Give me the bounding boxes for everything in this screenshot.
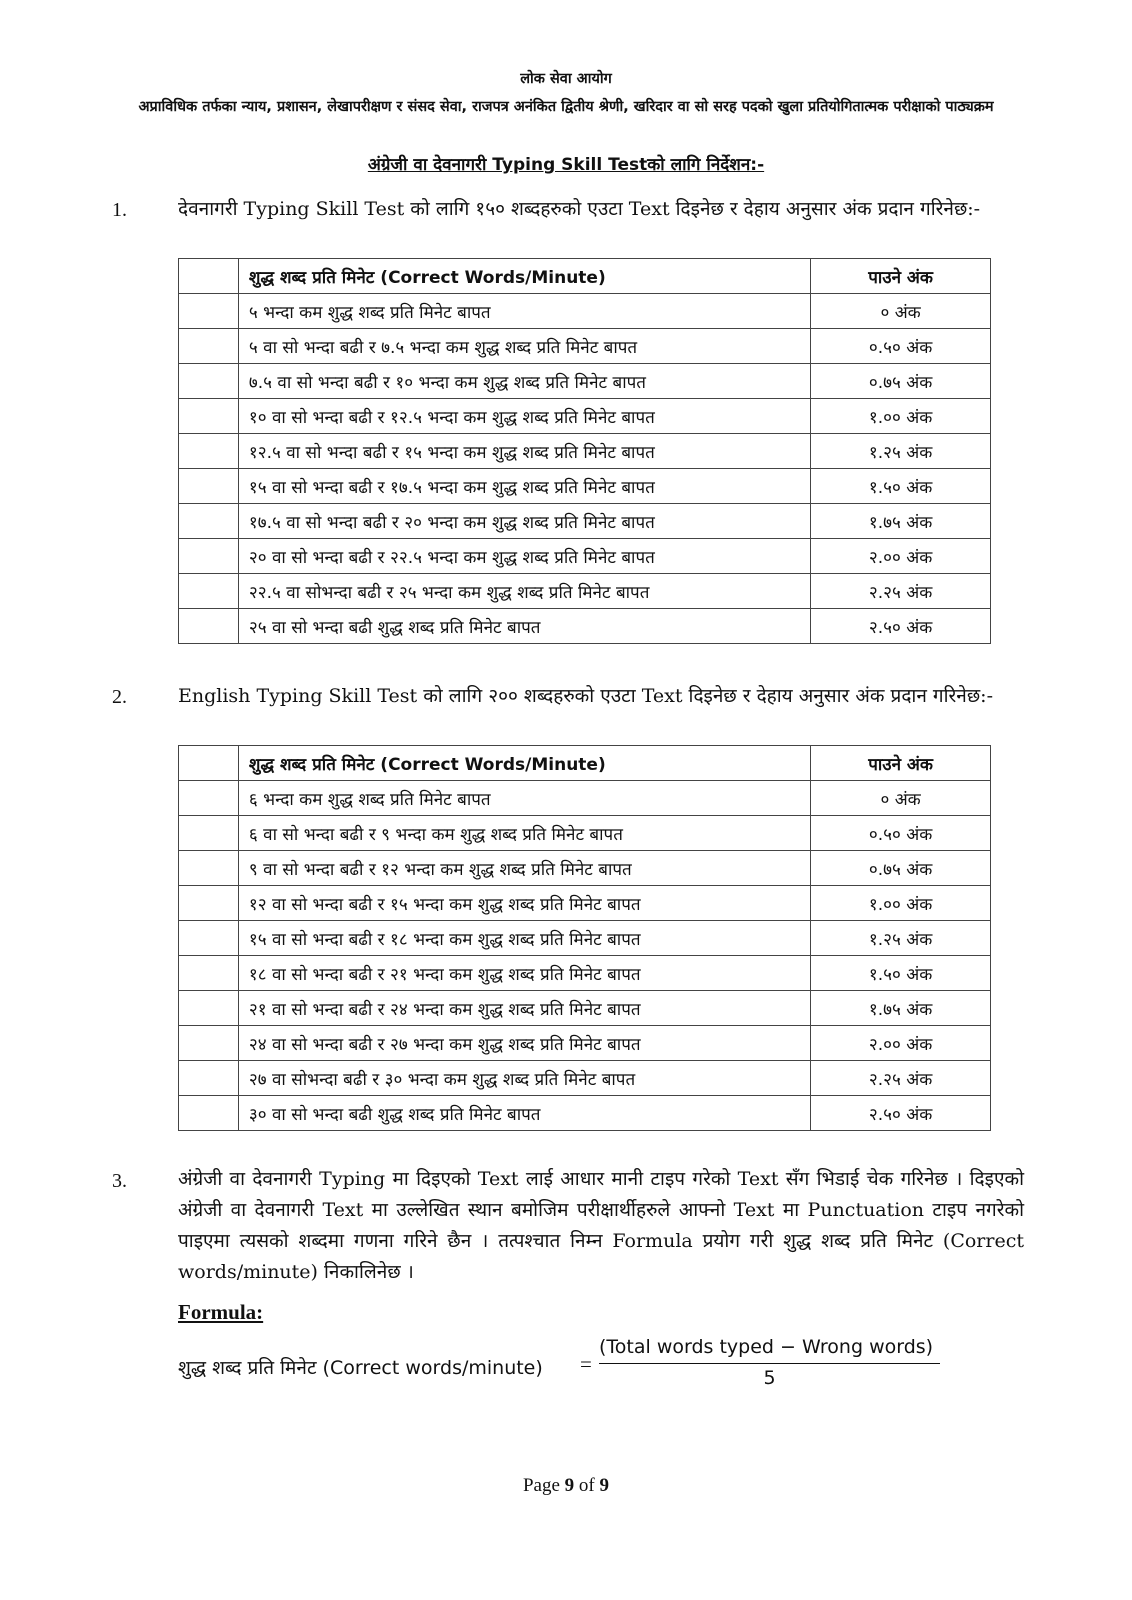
page-middle: of (574, 1475, 600, 1496)
column-header-marks: पाउने अंक (811, 746, 991, 781)
column-header-wpm: शुद्ध शब्द प्रति मिनेट (Correct Words/Minute) (238, 259, 810, 294)
table-row (179, 1096, 991, 1131)
marks-cell: १.५० अंक (811, 956, 991, 991)
wpm-range-cell: १७.५ वा सो भन्दा बढी र २० भन्दा कम शुद्ध शब्द प्रति मिनेट बापत (238, 504, 810, 539)
wpm-formula (178, 1336, 978, 1402)
section-1-number: 1. (112, 199, 127, 221)
marks-cell: १.७५ अंक (811, 991, 991, 1026)
formula-lhs: शुद्ध शब्द प्रति मिनेट (Correct words/minute) (178, 1357, 543, 1379)
table-row (179, 886, 991, 921)
marks-cell: १.०० अंक (811, 886, 991, 921)
blank-cell (179, 921, 239, 956)
marks-cell: २.५० अंक (811, 1096, 991, 1131)
section-3-text: अंग्रेजी वा देवनागरी Typing मा दिइएको Text लाई आधार मानी टाइप गरेको Text सँग भिडाई चेक गरिनेछ । दिइएको अंग्रेजी वा देवनागरी Text मा उल्लेखित स्थान बमोजिम परीक्षार्थीहरुले आफ्नो Text मा Punctuation टाइप नगरेको पाइएमा त्यसको शब्दमा गणना गरिने छैन । तत्पश्चात निम्न Formula प्रयोग गरी शुद्ध शब्द प्रति मिनेट (Correct words/minute) निकालिनेछ । (178, 1168, 1024, 1283)
wpm-range-cell: २२.५ वा सोभन्दा बढी र २५ भन्दा कम शुद्ध शब्द प्रति मिनेट बापत (238, 574, 810, 609)
wpm-range-cell: ५ वा सो भन्दा बढी र ७.५ भन्दा कम शुद्ध शब्द प्रति मिनेट बापत (238, 329, 810, 364)
fraction-bar (599, 1363, 940, 1364)
blank-cell (179, 1096, 239, 1131)
marks-cell: १.०० अंक (811, 399, 991, 434)
wpm-range-cell: १२ वा सो भन्दा बढी र १५ भन्दा कम शुद्ध शब्द प्रति मिनेट बापत (238, 886, 810, 921)
org-title: लोक सेवा आयोग (520, 71, 612, 87)
blank-cell (179, 364, 239, 399)
blank-cell (179, 574, 239, 609)
blank-cell (179, 399, 239, 434)
table-row (179, 781, 991, 816)
wpm-range-cell: ५ भन्दा कम शुद्ध शब्द प्रति मिनेट बापत (238, 294, 810, 329)
blank-cell (179, 816, 239, 851)
marks-cell: १.७५ अंक (811, 504, 991, 539)
blank-cell (179, 1061, 239, 1096)
table-row (179, 851, 991, 886)
table-row (179, 956, 991, 991)
section-2-number: 2. (112, 686, 127, 708)
marks-cell: १.५० अंक (811, 469, 991, 504)
wpm-range-cell: ६ वा सो भन्दा बढी र ९ भन्दा कम शुद्ध शब्द प्रति मिनेट बापत (238, 816, 810, 851)
blank-cell (179, 956, 239, 991)
wpm-range-cell: २५ वा सो भन्दा बढी शुद्ध शब्द प्रति मिनेट बापत (238, 609, 810, 644)
page-prefix: Page (522, 1475, 565, 1496)
devanagari-marks-table (178, 258, 991, 644)
table-row (179, 609, 991, 644)
formula-title: Formula: (178, 1300, 264, 1324)
marks-cell: १.२५ अंक (811, 921, 991, 956)
blank-cell (179, 329, 239, 364)
marks-cell: ०.५० अंक (811, 816, 991, 851)
marks-cell: ०.७५ अंक (811, 851, 991, 886)
table-header-row (179, 259, 991, 294)
marks-cell: ० अंक (811, 294, 991, 329)
blank-cell (179, 746, 239, 781)
table-row (179, 991, 991, 1026)
table-row (179, 921, 991, 956)
english-marks-table (178, 745, 991, 1131)
formula-numerator: (Total words typed − Wrong words) (599, 1336, 934, 1358)
table-row (179, 1026, 991, 1061)
marks-cell: ०.७५ अंक (811, 364, 991, 399)
blank-cell (179, 539, 239, 574)
wpm-range-cell: ६ भन्दा कम शुद्ध शब्द प्रति मिनेट बापत (238, 781, 810, 816)
table-row (179, 574, 991, 609)
wpm-range-cell: ७.५ वा सो भन्दा बढी र १० भन्दा कम शुद्ध शब्द प्रति मिनेट बापत (238, 364, 810, 399)
instruction-title: अंग्रेजी वा देवनागरी Typing Skill Testको लागि निर्देशन:- (367, 155, 765, 175)
blank-cell (179, 886, 239, 921)
syllabus-subtitle: अप्राविधिक तर्फका न्याय, प्रशासन, लेखापरीक्षण र संसद सेवा, राजपत्र अनंकित द्वितीय श्रेणी, खरिदार वा सो सरह पदको खुला प्रतियोगितात्मक परीक्षाको पाठ्यक्रम (138, 99, 994, 115)
wpm-range-cell: १२.५ वा सो भन्दा बढी र १५ भन्दा कम शुद्ध शब्द प्रति मिनेट बापत (238, 434, 810, 469)
wpm-range-cell: १५ वा सो भन्दा बढी र १८ भन्दा कम शुद्ध शब्द प्रति मिनेट बापत (238, 921, 810, 956)
total-pages: 9 (599, 1475, 609, 1496)
table-row (179, 1061, 991, 1096)
wpm-range-cell: २४ वा सो भन्दा बढी र २७ भन्दा कम शुद्ध शब्द प्रति मिनेट बापत (238, 1026, 810, 1061)
blank-cell (179, 294, 239, 329)
wpm-range-cell: ९ वा सो भन्दा बढी र १२ भन्दा कम शुद्ध शब्द प्रति मिनेट बापत (238, 851, 810, 886)
column-header-wpm: शुद्ध शब्द प्रति मिनेट (Correct Words/Minute) (238, 746, 810, 781)
blank-cell (179, 851, 239, 886)
blank-cell (179, 991, 239, 1026)
table-row (179, 469, 991, 504)
marks-cell: १.२५ अंक (811, 434, 991, 469)
marks-cell: ०.५० अंक (811, 329, 991, 364)
page-number (0, 1475, 1132, 1497)
table-row (179, 294, 991, 329)
marks-cell: २.५० अंक (811, 609, 991, 644)
table-row (179, 816, 991, 851)
current-page: 9 (564, 1475, 575, 1496)
wpm-range-cell: १५ वा सो भन्दा बढी र १७.५ भन्दा कम शुद्ध शब्द प्रति मिनेट बापत (238, 469, 810, 504)
table-row (179, 329, 991, 364)
wpm-range-cell: २० वा सो भन्दा बढी र २२.५ भन्दा कम शुद्ध शब्द प्रति मिनेट बापत (238, 539, 810, 574)
section-3-number: 3. (112, 1170, 127, 1192)
marks-cell: ० अंक (811, 781, 991, 816)
wpm-range-cell: २१ वा सो भन्दा बढी र २४ भन्दा कम शुद्ध शब्द प्रति मिनेट बापत (238, 991, 810, 1026)
table-row (179, 504, 991, 539)
wpm-range-cell: २७ वा सोभन्दा बढी र ३० भन्दा कम शुद्ध शब्द प्रति मिनेट बापत (238, 1061, 810, 1096)
blank-cell (179, 609, 239, 644)
table-row (179, 399, 991, 434)
formula-equals: = (580, 1352, 592, 1376)
blank-cell (179, 259, 239, 294)
blank-cell (179, 469, 239, 504)
table-row (179, 539, 991, 574)
marks-cell: २.०० अंक (811, 539, 991, 574)
wpm-range-cell: १० वा सो भन्दा बढी र १२.५ भन्दा कम शुद्ध शब्द प्रति मिनेट बापत (238, 399, 810, 434)
marks-cell: २.२५ अंक (811, 574, 991, 609)
wpm-range-cell: ३० वा सो भन्दा बढी शुद्ध शब्द प्रति मिनेट बापत (238, 1096, 810, 1131)
table-row (179, 364, 991, 399)
table-header-row (179, 746, 991, 781)
section-2-text: English Typing Skill Test को लागि २०० शब्दहरुको एउटा Text दिइनेछ र देहाय अनुसार अंक प्रदान गरिनेछ:- (178, 685, 993, 707)
column-header-marks: पाउने अंक (811, 259, 991, 294)
wpm-range-cell: १८ वा सो भन्दा बढी र २१ भन्दा कम शुद्ध शब्द प्रति मिनेट बापत (238, 956, 810, 991)
blank-cell (179, 504, 239, 539)
table-row (179, 434, 991, 469)
blank-cell (179, 1026, 239, 1061)
blank-cell (179, 781, 239, 816)
formula-denominator: 5 (763, 1367, 776, 1389)
section-1-text: देवनागरी Typing Skill Test को लागि १५० शब्दहरुको एउटा Text दिइनेछ र देहाय अनुसार अंक प्रदान गरिनेछ:- (178, 198, 981, 220)
marks-cell: २.२५ अंक (811, 1061, 991, 1096)
blank-cell (179, 434, 239, 469)
marks-cell: २.०० अंक (811, 1026, 991, 1061)
